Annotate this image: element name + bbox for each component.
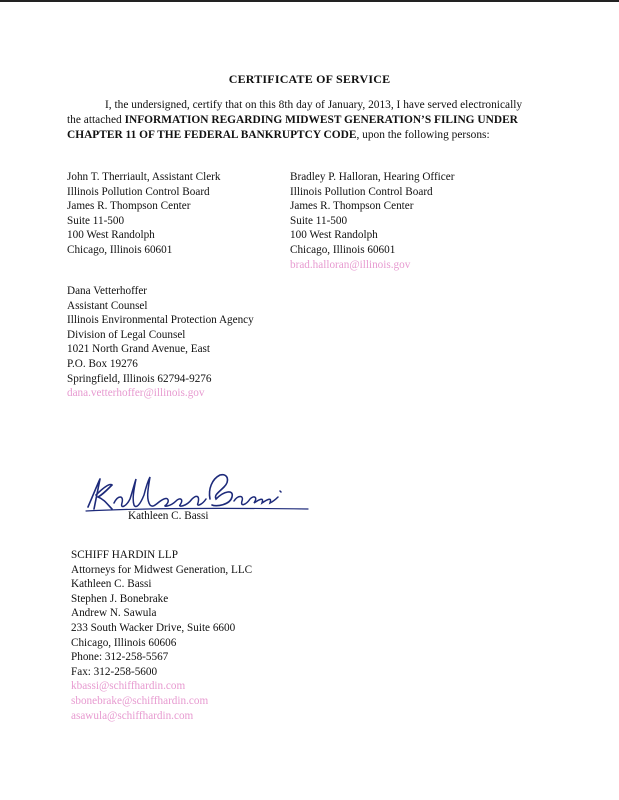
firm-line: 233 South Wacker Drive, Suite 6600 bbox=[71, 621, 236, 634]
firm-line: Phone: 312-258-5567 bbox=[71, 651, 169, 664]
signatory-name: Kathleen C. Bassi bbox=[128, 510, 209, 522]
intro-text-1: I, the undersigned, certify that on this 8th day of January, 2013, I have served electronically the attached bbox=[67, 99, 523, 126]
top-rule bbox=[0, 0, 619, 2]
firm-line: SCHIFF HARDIN LLP bbox=[71, 549, 178, 561]
recipient-3-line: Illinois Environmental Protection Agency bbox=[67, 314, 254, 327]
recipient-2-line: Illinois Pollution Control Board bbox=[290, 185, 433, 198]
recipient-2-line: James R. Thompson Center bbox=[290, 200, 414, 213]
firm-email-link[interactable]: kbassi@schiffhardin.com bbox=[71, 680, 186, 693]
recipient-2 bbox=[290, 170, 454, 272]
recipient-2-line: Chicago, Illinois 60601 bbox=[290, 243, 396, 256]
firm-line: Attorneys for Midwest Generation, LLC bbox=[71, 563, 253, 576]
intro-text-2: , upon the following persons: bbox=[356, 129, 490, 141]
recipient-3-line: P.O. Box 19276 bbox=[67, 357, 138, 370]
recipient-2-line: Bradley P. Halloran, Hearing Officer bbox=[290, 171, 455, 183]
firm-email-link[interactable]: sbonebrake@schiffhardin.com bbox=[71, 694, 209, 707]
recipient-1-line: Suite 11-500 bbox=[67, 214, 125, 227]
recipient-3 bbox=[67, 284, 254, 401]
firm-block bbox=[71, 548, 252, 723]
recipient-3-line: Assistant Counsel bbox=[67, 299, 148, 312]
recipient-1-line: Chicago, Illinois 60601 bbox=[67, 243, 173, 256]
firm-line: Andrew N. Sawula bbox=[71, 607, 157, 620]
recipient-3-line: 1021 North Grand Avenue, East bbox=[67, 343, 211, 356]
intro-paragraph bbox=[67, 98, 537, 143]
recipient-1-line: Illinois Pollution Control Board bbox=[67, 185, 210, 198]
document-title: CERTIFICATE OF SERVICE bbox=[228, 72, 391, 86]
recipient-3-email-link[interactable]: dana.vetterhoffer@illinois.gov bbox=[67, 387, 205, 400]
recipient-3-line: Division of Legal Counsel bbox=[67, 328, 186, 341]
firm-email-link[interactable]: asawula@schiffhardin.com bbox=[71, 709, 194, 722]
firm-line: Fax: 312-258-5600 bbox=[71, 665, 158, 678]
recipient-2-line: Suite 11-500 bbox=[290, 214, 348, 227]
recipient-3-line: Springfield, Illinois 62794-9276 bbox=[67, 372, 212, 385]
intro-bold-title: INFORMATION REGARDING MIDWEST GENERATION’S FILING UNDER CHAPTER 11 OF THE FEDERAL BANKRUPTCY CODE bbox=[67, 114, 518, 141]
recipient-3-line: Dana Vetterhoffer bbox=[67, 285, 148, 297]
firm-line: Stephen J. Bonebrake bbox=[71, 592, 169, 605]
recipient-2-line: 100 West Randolph bbox=[290, 229, 378, 242]
firm-line: Kathleen C. Bassi bbox=[71, 578, 152, 591]
firm-line: Chicago, Illinois 60606 bbox=[71, 636, 177, 649]
recipient-1 bbox=[67, 170, 221, 258]
recipient-1-line: John T. Therriault, Assistant Clerk bbox=[67, 171, 221, 183]
recipient-1-line: James R. Thompson Center bbox=[67, 200, 191, 213]
recipient-2-email-link[interactable]: brad.halloran@illinois.gov bbox=[290, 258, 411, 271]
recipient-1-line: 100 West Randolph bbox=[67, 229, 155, 242]
